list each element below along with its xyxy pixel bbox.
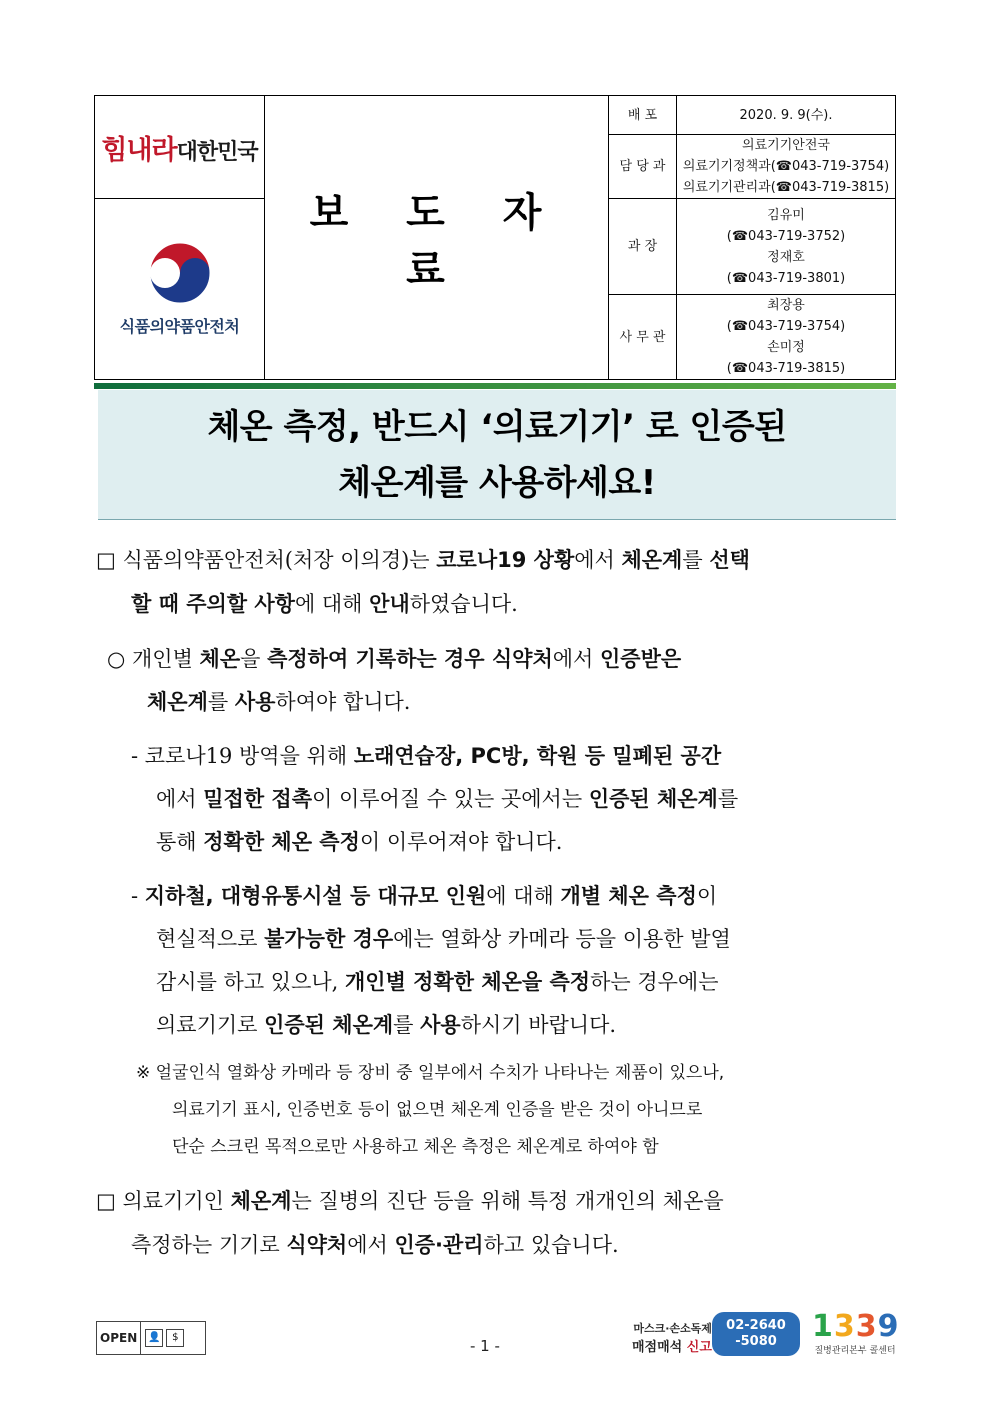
press-header-table xyxy=(94,95,896,380)
slogan-logo: 힘내라대한민국 xyxy=(101,134,258,166)
p1-line-1: □ 식품의약품안전처(처장 이의경)는 코로나19 상황에서 체온계를 선택 xyxy=(96,548,750,572)
director-contacts: 김유미 (☎043-719-3752) 정재호 (☎043-719-3801) xyxy=(726,207,846,286)
p2-line-2: 체온계를 사용하여야 합니다. xyxy=(147,690,411,714)
p4-line-3: 감시를 하고 있으나, 개인별 정확한 체온을 측정하는 경우에는 xyxy=(156,970,719,994)
accent-bar xyxy=(94,383,896,389)
taeguk-emblem-icon xyxy=(149,242,211,304)
p4-line-2: 현실적으로 불가능한 경우에는 열화상 카메라 등을 이용한 발열 xyxy=(156,927,731,951)
p3-line-3: 통해 정확한 체온 측정이 이루어져야 합니다. xyxy=(156,830,563,854)
p2-line-1: ○ 개인별 체온을 측정하여 기록하는 경우 식약처에서 인증받은 xyxy=(107,647,682,671)
p1-line-2: 할 때 주의할 사항에 대해 안내하였습니다. xyxy=(131,592,518,616)
note-line-3: 단순 스크린 목적으로만 사용하고 체온 측정은 체온계로 하여야 함 xyxy=(172,1137,659,1157)
distribution-date: 2020. 9. 9(수). xyxy=(739,107,833,123)
no-commercial-icon: $ xyxy=(166,1329,184,1347)
report-phone-badge: 02-2640 -5080 xyxy=(712,1312,800,1356)
note-line-1: ※ 얼굴인식 열화상 카메라 등 장비 중 일부에서 수치가 나타나는 제품이 있으나, xyxy=(136,1063,725,1083)
p4-line-1: - 지하철, 대형유통시설 등 대규모 인원에 대해 개별 체온 측정이 xyxy=(131,884,718,908)
agency-logo: 식품의약품안전처 xyxy=(95,199,264,379)
p5-line-2: 측정하는 기기로 식약처에서 인증·관리하고 있습니다. xyxy=(131,1233,619,1257)
department-label: 담 당 과 xyxy=(619,159,666,174)
attribution-icon: 👤 xyxy=(145,1329,163,1347)
kcdc-1339-logo: 1339 질병관리본부 콜센터 xyxy=(812,1309,900,1356)
distribution-label: 배 포 xyxy=(627,107,658,123)
p3-line-2: 에서 밀접한 접촉이 이루어질 수 있는 곳에서는 인증된 체온계를 xyxy=(156,787,739,811)
note-line-2: 의료기기 표시, 인증번호 등이 없으면 체온계 인증을 받은 것이 아니므로 xyxy=(172,1100,703,1120)
p3-line-1: - 코로나19 방역을 위해 노래연습장, PC방, 학원 등 밀폐된 공간 xyxy=(131,744,722,768)
department-contacts: 의료기기안전국 의료기기정책과(☎043-719-3754) 의료기기관리과(☎043-719-3815) xyxy=(682,138,890,195)
officer-label: 사 무 관 xyxy=(619,329,666,345)
headline-line-1: 체온 측정, 반드시 ‘의료기기’ 로 인증된 xyxy=(207,406,787,447)
p4-line-4: 의료기기로 인증된 체온계를 사용하시기 바랍니다. xyxy=(156,1013,617,1037)
officer-contacts: 최장용 (☎043-719-3754) 손미정 (☎043-719-3815) xyxy=(726,298,846,376)
headline-banner xyxy=(98,390,896,520)
headline-line-2: 체온계를 사용하세요! xyxy=(338,462,656,503)
open-license-badge: OPEN 👤 $ xyxy=(96,1321,206,1355)
p5-line-1: □ 의료기기인 체온계는 질병의 진단 등을 위해 특정 개개인의 체온을 xyxy=(96,1189,724,1213)
mask-report-notice: 마스크·손소독제 매점매석 신고 xyxy=(632,1322,712,1355)
page-number: - 1 - xyxy=(470,1337,500,1355)
press-release-title: 보 도 자 료 xyxy=(309,189,564,293)
director-label: 과 장 xyxy=(627,239,658,254)
